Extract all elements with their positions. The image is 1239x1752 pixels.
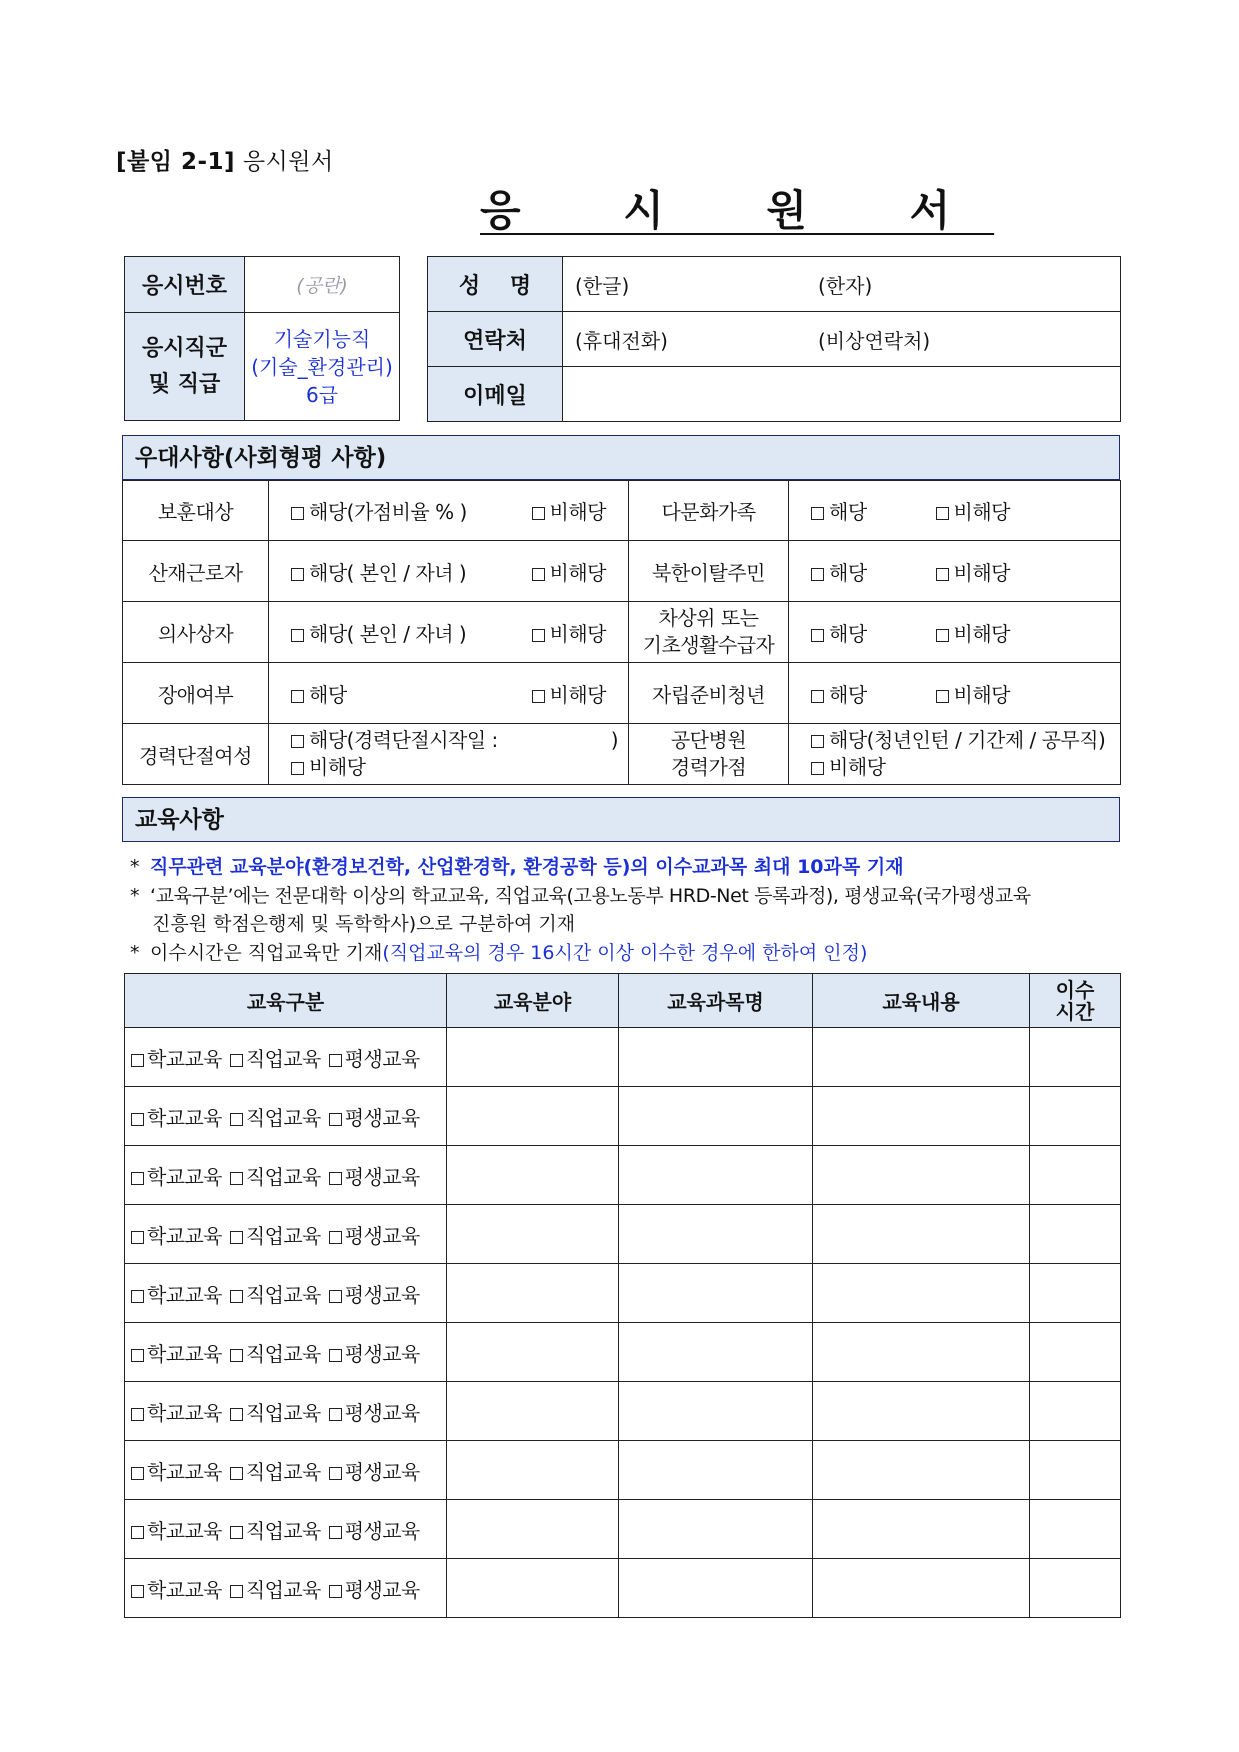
edu-field-cell[interactable] [447,1559,619,1618]
edu-kind-cell [125,1559,447,1618]
checkbox-icon [230,1054,243,1067]
checkbox-vocational[interactable] [230,1224,321,1248]
checkbox-label: 비해당 [549,621,606,646]
table-row [125,1559,1121,1618]
checkbox-label: 평생교육 [344,1046,420,1071]
table-row [125,1264,1121,1323]
pref-label-defector: 북한이탈주민 [629,541,789,602]
edu-content-cell[interactable] [813,1205,1030,1264]
checkbox-school[interactable] [131,1106,222,1130]
edu-content-cell[interactable] [813,1264,1030,1323]
name-field[interactable] [563,257,1121,312]
checkbox-label: 해당 [829,560,867,585]
col-header-hours-line1: 이수 [1055,977,1095,1002]
edu-subject-cell[interactable] [619,1323,813,1382]
checkbox-vocational[interactable] [230,1460,321,1484]
checkbox-label: 학교교육 [147,1046,222,1071]
checkbox-label: 비해당 [829,755,886,779]
checkbox-icon [811,690,824,703]
checkbox-label: 평생교육 [344,1164,420,1189]
position-label-line1: 응시직군 [141,335,227,361]
checkbox-label: 평생교육 [344,1105,420,1130]
checkbox-lifelong[interactable] [329,1106,420,1130]
checkbox-label: 비해당 [309,755,366,779]
checkbox-icon [329,1290,342,1303]
checkbox-icon [291,629,304,642]
checkbox-veteran-yes[interactable] [291,496,467,525]
checkbox-label: 해당 [829,682,867,707]
pref-label-multicultural: 다문화가족 [629,481,789,541]
edu-kind-cell [125,1500,447,1559]
checkbox-icon [291,507,304,520]
checkbox-icon [811,629,824,642]
edu-hours-cell[interactable] [1030,1559,1121,1618]
checkbox-vocational[interactable] [230,1106,321,1130]
pref-label-hospital [629,724,789,785]
pref-options-defector [789,541,1121,602]
checkbox-label: 직업교육 [245,1046,321,1071]
checkbox-lifelong[interactable] [329,1342,420,1366]
checkbox-label: 평생교육 [344,1400,420,1425]
checkbox-label: 학교교육 [147,1400,222,1425]
checkbox-icon [811,735,824,748]
edu-field-cell[interactable] [447,1264,619,1323]
checkbox-low-income-yes[interactable] [811,618,867,647]
email-label: 이메일 [428,367,563,422]
checkbox-vocational[interactable] [230,1401,321,1425]
attachment-text: 응시원서 [242,149,334,175]
checkbox-career-break-yes[interactable] [291,727,498,754]
checkbox-vocational[interactable] [230,1519,321,1543]
table-row [125,1205,1121,1264]
career-break-close: ) [610,728,618,752]
checkbox-icon [811,762,824,775]
note-2 [130,882,1120,911]
checkbox-label: 해당(청년인턴 / 기간제 / 공무직) [829,728,1106,752]
pref-options-veteran [269,481,629,541]
checkbox-label: 학교교육 [147,1518,222,1543]
exam-no-value: (공란) [296,275,348,297]
checkbox-lifelong[interactable] [329,1578,420,1602]
edu-hours-cell[interactable] [1030,1146,1121,1205]
education-notes [130,853,1120,967]
name-korean: (한글) [575,273,630,298]
pref-options-multicultural [789,481,1121,541]
checkbox-icon [811,568,824,581]
edu-hours-cell[interactable] [1030,1500,1121,1559]
checkbox-icon [936,690,949,703]
edu-hours-cell[interactable] [1030,1028,1121,1087]
contact-emergency: (비상연락처) [818,328,931,353]
edu-hours-cell[interactable] [1030,1205,1121,1264]
checkbox-icon [936,568,949,581]
checkbox-icon [131,1467,144,1480]
edu-kind-cell [125,1205,447,1264]
checkbox-icon [532,629,545,642]
edu-subject-cell[interactable] [619,1500,813,1559]
applicant-contact-table [427,256,1121,422]
pref-options-industrial-accident [269,541,629,602]
note-2-cont: 진흥원 학점은행제 및 독학학사)으로 구분하여 기재 [152,913,576,935]
checkbox-multicultural-no[interactable] [936,496,1010,525]
checkbox-icon [936,629,949,642]
checkbox-icon [291,690,304,703]
edu-content-cell[interactable] [813,1146,1030,1205]
preference-table [122,480,1121,785]
checkbox-lifelong[interactable] [329,1283,420,1307]
pref-label-veteran: 보훈대상 [123,481,269,541]
checkbox-icon [532,568,545,581]
position-value-line3: 6급 [305,382,339,407]
name-hanja: (한자) [818,273,873,298]
checkbox-label: 직업교육 [245,1341,321,1366]
checkbox-hospital-yes[interactable] [811,728,1105,752]
checkbox-icon [230,1467,243,1480]
checkbox-icon [532,690,545,703]
edu-subject-cell[interactable] [619,1146,813,1205]
checkbox-label: 직업교육 [245,1459,321,1484]
edu-field-cell[interactable] [447,1146,619,1205]
pref-label-industrial-accident: 산재근로자 [123,541,269,602]
note-3-text: 이수시간은 직업교육만 기재 [150,941,383,964]
attachment-prefix: [붙임 2-1] [116,149,236,175]
checkbox-label: 해당(가점비율 % ) [309,500,467,524]
education-section-title: 교육사항 [122,797,1120,842]
checkbox-label: 비해당 [549,560,606,585]
edu-subject-cell[interactable] [619,1087,813,1146]
table-row [125,1323,1121,1382]
checkbox-veteran-no[interactable] [532,496,606,525]
checkbox-lifelong[interactable] [329,1519,420,1543]
pref-options-low-income [789,602,1121,663]
checkbox-icon [131,1408,144,1421]
checkbox-youth-yes[interactable] [811,679,867,708]
note-2-text-line1: ‘교육구분’에는 전문대학 이상의 학교교육, 직업교육(고용노동부 HRD-Net 등록과정), 평생교육(국가평생교육 [150,884,1031,907]
table-row [125,1500,1121,1559]
checkbox-label: 학교교육 [147,1105,222,1130]
checkbox-label: 비해당 [953,621,1010,646]
name-label-text: 성 명 [458,273,532,299]
pref-options-youth [789,663,1121,724]
checkbox-school[interactable] [131,1578,222,1602]
checkbox-icon [291,762,304,775]
checkbox-icon [230,1172,243,1185]
edu-hours-cell[interactable] [1030,1323,1121,1382]
checkbox-label: 직업교육 [245,1400,321,1425]
position-label [125,313,245,421]
col-header-subject: 교육과목명 [619,974,813,1028]
edu-hours-cell[interactable] [1030,1264,1121,1323]
edu-content-cell[interactable] [813,1382,1030,1441]
edu-field-cell[interactable] [447,1087,619,1146]
checkbox-label: 직업교육 [245,1223,321,1248]
checkbox-vocational[interactable] [230,1047,321,1071]
note-1 [130,853,1120,882]
checkbox-icon [230,1408,243,1421]
pref-label-disability: 장애여부 [123,663,269,724]
note-3-emphasis: (직업교육의 경우 16시간 이상 이수한 경우에 한하여 인정) [382,941,868,964]
checkbox-lifelong[interactable] [329,1460,420,1484]
edu-field-cell[interactable] [447,1323,619,1382]
checkbox-icon [329,1526,342,1539]
edu-subject-cell[interactable] [619,1382,813,1441]
edu-subject-cell[interactable] [619,1441,813,1500]
checkbox-label: 평생교육 [344,1341,420,1366]
checkbox-icon [230,1231,243,1244]
checkbox-label: 비해당 [953,682,1010,707]
checkbox-career-break-no[interactable] [291,755,365,779]
edu-content-cell[interactable] [813,1323,1030,1382]
name-label [428,257,563,312]
edu-subject-cell[interactable] [619,1264,813,1323]
checkbox-label: 해당 [829,500,867,524]
checkbox-icon [131,1231,144,1244]
checkbox-icon [291,568,304,581]
pref-label-hospital-line1: 공단병원 [670,728,747,752]
edu-subject-cell[interactable] [619,1205,813,1264]
edu-field-cell[interactable] [447,1441,619,1500]
pref-options-career-break [269,724,629,785]
checkbox-label: 비해당 [549,500,606,524]
checkbox-school[interactable] [131,1342,222,1366]
checkbox-low-income-no[interactable] [936,618,1010,647]
checkbox-industrial-no[interactable] [532,557,606,586]
checkbox-icon [131,1349,144,1362]
checkbox-casualty-yes[interactable] [291,618,466,647]
checkbox-label: 평생교육 [344,1223,420,1248]
attachment-label [116,143,334,176]
checkbox-icon [131,1054,144,1067]
edu-field-cell[interactable] [447,1382,619,1441]
checkbox-label: 평생교육 [344,1577,420,1602]
checkbox-label: 직업교육 [245,1105,321,1130]
col-header-field: 교육분야 [447,974,619,1028]
table-row [125,1382,1121,1441]
pref-options-hospital [789,724,1121,785]
pref-label-casualty: 의사상자 [123,602,269,663]
checkbox-lifelong[interactable] [329,1165,420,1189]
checkbox-icon [329,1349,342,1362]
col-header-hours [1030,974,1121,1028]
edu-field-cell[interactable] [447,1028,619,1087]
edu-subject-cell[interactable] [619,1028,813,1087]
checkbox-label: 평생교육 [344,1518,420,1543]
education-table [124,973,1121,1618]
checkbox-vocational[interactable] [230,1283,321,1307]
checkbox-icon [131,1290,144,1303]
note-bullet: * [130,856,140,878]
edu-kind-cell [125,1146,447,1205]
checkbox-icon [131,1585,144,1598]
checkbox-lifelong[interactable] [329,1047,420,1071]
checkbox-lifelong[interactable] [329,1224,420,1248]
edu-hours-cell[interactable] [1030,1441,1121,1500]
table-row [125,1087,1121,1146]
checkbox-icon [936,507,949,520]
applicant-id-table [124,256,400,421]
checkbox-casualty-no[interactable] [532,618,606,647]
checkbox-vocational[interactable] [230,1342,321,1366]
position-value [245,313,400,421]
table-row [125,1441,1121,1500]
exam-no-field [245,257,400,313]
edu-content-cell[interactable] [813,1559,1030,1618]
checkbox-label: 해당 [829,621,867,646]
checkbox-label: 해당( 본인 / 자녀 ) [309,621,467,646]
table-row [125,1146,1121,1205]
pref-label-low-income-line1: 차상위 또는 [658,606,759,630]
checkbox-lifelong[interactable] [329,1401,420,1425]
checkbox-icon [230,1585,243,1598]
checkbox-label: 학교교육 [147,1577,222,1602]
note-bullet: * [130,884,140,907]
edu-field-cell[interactable] [447,1500,619,1559]
checkbox-icon [532,507,545,520]
checkbox-school[interactable] [131,1165,222,1189]
checkbox-icon [230,1290,243,1303]
checkbox-icon [230,1113,243,1126]
checkbox-multicultural-yes[interactable] [811,496,867,525]
edu-content-cell[interactable] [813,1500,1030,1559]
pref-options-casualty [269,602,629,663]
checkbox-label: 평생교육 [344,1282,420,1307]
checkbox-label: 해당(경력단절시작일 : [309,728,498,752]
checkbox-label: 학교교육 [147,1164,222,1189]
checkbox-icon [131,1113,144,1126]
checkbox-school[interactable] [131,1224,222,1248]
checkbox-vocational[interactable] [230,1578,321,1602]
edu-content-cell[interactable] [813,1087,1030,1146]
pref-label-low-income [629,602,789,663]
checkbox-icon [329,1231,342,1244]
checkbox-defector-yes[interactable] [811,557,867,586]
checkbox-icon [230,1526,243,1539]
col-header-hours-line2: 시간 [1055,999,1095,1024]
edu-kind-cell [125,1028,447,1087]
pref-label-youth: 자립준비청년 [629,663,789,724]
preference-section-title: 우대사항(사회형평 사항) [122,435,1120,480]
checkbox-label: 비해당 [549,682,606,707]
checkbox-icon [131,1526,144,1539]
checkbox-icon [329,1172,342,1185]
position-label-line2: 및 직급 [148,371,221,397]
contact-label: 연락처 [428,312,563,367]
table-row [125,1028,1121,1087]
pref-label-career-break: 경력단절여성 [123,724,269,785]
checkbox-label: 학교교육 [147,1341,222,1366]
edu-hours-cell[interactable] [1030,1382,1121,1441]
checkbox-school[interactable] [131,1047,222,1071]
position-value-line2: (기술_환경관리) [251,354,393,379]
contact-field[interactable] [563,312,1121,367]
checkbox-label: 비해당 [953,500,1010,524]
checkbox-defector-no[interactable] [936,557,1010,586]
edu-kind-cell [125,1323,447,1382]
checkbox-icon [329,1113,342,1126]
checkbox-disability-no[interactable] [532,679,606,708]
checkbox-label: 해당( 본인 / 자녀 ) [309,560,467,585]
contact-mobile: (휴대전화) [575,328,668,353]
edu-kind-cell [125,1441,447,1500]
checkbox-icon [230,1349,243,1362]
position-value-line1: 기술기능직 [273,326,371,351]
checkbox-icon [811,507,824,520]
exam-no-label: 응시번호 [125,257,245,313]
checkbox-school[interactable] [131,1519,222,1543]
edu-kind-cell [125,1087,447,1146]
checkbox-label: 학교교육 [147,1282,222,1307]
edu-hours-cell[interactable] [1030,1087,1121,1146]
checkbox-icon [329,1408,342,1421]
pref-label-hospital-line2: 경력가점 [670,755,747,779]
checkbox-icon [329,1054,342,1067]
checkbox-label: 비해당 [953,560,1010,585]
checkbox-label: 평생교육 [344,1459,420,1484]
checkbox-label: 학교교육 [147,1223,222,1248]
edu-kind-cell [125,1264,447,1323]
checkbox-vocational[interactable] [230,1165,321,1189]
checkbox-industrial-yes[interactable] [291,557,466,586]
edu-field-cell[interactable] [447,1205,619,1264]
checkbox-disability-yes[interactable] [291,679,347,708]
pref-label-low-income-line2: 기초생활수급자 [642,633,775,657]
checkbox-youth-no[interactable] [936,679,1010,708]
edu-content-cell[interactable] [813,1028,1030,1087]
checkbox-label: 직업교육 [245,1282,321,1307]
checkbox-school[interactable] [131,1283,222,1307]
edu-content-cell[interactable] [813,1441,1030,1500]
checkbox-school[interactable] [131,1401,222,1425]
checkbox-school[interactable] [131,1460,222,1484]
note-3 [130,939,1120,968]
checkbox-label: 직업교육 [245,1518,321,1543]
checkbox-label: 학교교육 [147,1459,222,1484]
checkbox-label: 직업교육 [245,1577,321,1602]
checkbox-icon [291,735,304,748]
page-title: 응 시 원 서 [480,186,995,235]
col-header-content: 교육내용 [813,974,1030,1028]
checkbox-icon [131,1172,144,1185]
checkbox-label: 직업교육 [245,1164,321,1189]
email-field[interactable] [563,367,1121,422]
edu-subject-cell[interactable] [619,1559,813,1618]
pref-options-disability [269,663,629,724]
checkbox-hospital-no[interactable] [811,755,885,779]
checkbox-icon [329,1585,342,1598]
edu-kind-cell [125,1382,447,1441]
checkbox-label: 해당 [309,682,347,707]
note-bullet: * [130,941,140,964]
note-1-text: 직무관련 교육분야(환경보건학, 산업환경학, 환경공학 등)의 이수교과목 최대 10과목 기재 [150,856,904,878]
col-header-kind: 교육구분 [125,974,447,1028]
checkbox-icon [329,1467,342,1480]
